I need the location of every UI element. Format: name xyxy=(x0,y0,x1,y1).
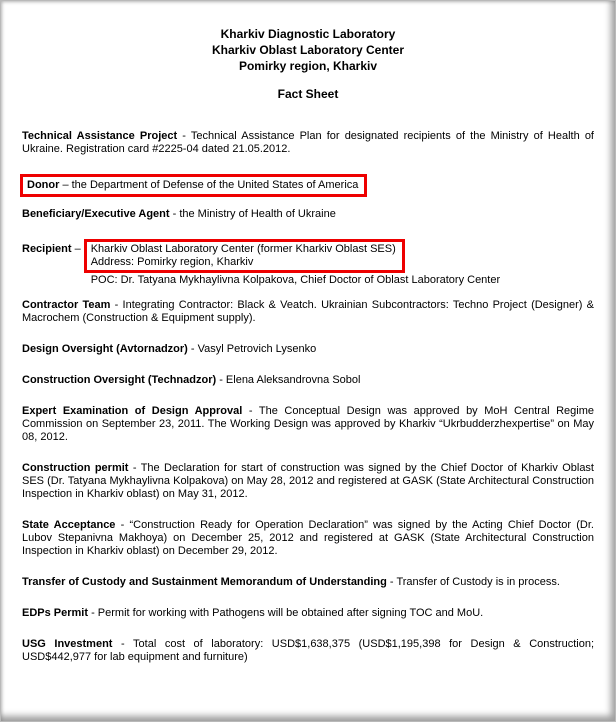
donor-highlight-box xyxy=(20,174,367,197)
section-text: - the Ministry of Health of Ukraine xyxy=(169,208,336,220)
section-contractor-team xyxy=(22,299,594,325)
title-line-2: Kharkiv Oblast Laboratory Center xyxy=(211,43,405,57)
section-construction-permit xyxy=(22,462,594,501)
section-label: Construction permit xyxy=(22,462,129,474)
section-technical-assistance-project xyxy=(22,130,594,156)
section-beneficiary-executive-agent xyxy=(22,208,594,221)
recipient-name-line: Kharkiv Oblast Laboratory Center (former Kharkiv Oblast SES) xyxy=(90,243,396,255)
recipient-details xyxy=(84,239,500,287)
section-label: Recipient – xyxy=(22,243,81,255)
section-text: - “Construction Ready for Operation Declaration” was signed by the Acting Chief Doctor (Dr. Lubov Stepanivna Makhoya) on December 25, 2012 and registered at GASK (State Architectural Construction Inspection in Kharkiv oblast) on December 29, 2012. xyxy=(22,519,594,557)
document-title xyxy=(22,26,594,74)
section-text: - Integrating Contractor: Black & Veatch. Ukrainian Subcontractors: Techno Project (Designer) & Macrochem (Construction & Equipment supply). xyxy=(22,299,594,324)
section-design-oversight xyxy=(22,343,594,356)
section-construction-oversight xyxy=(22,374,594,387)
recipient-highlight-box xyxy=(84,239,405,273)
section-state-acceptance xyxy=(22,519,594,558)
section-text: - Elena Aleksandrovna Sobol xyxy=(216,374,361,386)
document-subtitle: Fact Sheet xyxy=(277,87,339,101)
section-label: Design Oversight (Avtornadzor) xyxy=(22,343,188,355)
section-text: – the Department of Defense of the United States of America xyxy=(59,179,359,191)
section-recipient xyxy=(22,239,594,287)
section-label: State Acceptance xyxy=(22,519,116,531)
section-text: - Transfer of Custody is in process. xyxy=(386,576,560,588)
recipient-address-line: Address: Pomirky region, Kharkiv xyxy=(90,256,254,268)
section-label: Donor xyxy=(27,179,60,191)
section-text: - Total cost of laboratory: USD$1,638,375 (USD$1,195,398 for Design & Construction; USD$442,977 for lab equipment and furniture) xyxy=(22,638,595,663)
section-text: - Technical Assistance Plan for designated recipients of the Ministry of Health of Ukraine. Registration card #2225-04 dated 21.05.2012. xyxy=(22,130,594,155)
section-usg-investment xyxy=(22,638,594,664)
section-text: - Vasyl Petrovich Lysenko xyxy=(187,343,317,355)
section-label: Beneficiary/Executive Agent xyxy=(22,208,170,220)
section-edps-permit xyxy=(22,607,594,620)
section-label: Technical Assistance Project xyxy=(22,130,178,142)
title-line-1: Kharkiv Diagnostic Laboratory xyxy=(220,27,396,41)
section-label: Contractor Team xyxy=(22,299,111,311)
section-label: EDPs Permit xyxy=(22,607,89,619)
section-text: - The Conceptual Design was approved by MoH Central Regime Commission on September 23, 2011. The Working Design was approved by Kharkiv “Ukrbudderzhexpertise” on May 08, 2012. xyxy=(22,405,595,443)
section-text: - Permit for working with Pathogens will be obtained after signing TOC and MoU. xyxy=(88,607,484,619)
section-expert-examination xyxy=(22,405,594,444)
section-donor xyxy=(22,174,594,197)
section-label: USG Investment xyxy=(22,638,113,650)
recipient-poc-line: POC: Dr. Tatyana Mykhaylivna Kolpakova, Chief Doctor of Oblast Laboratory Center xyxy=(90,274,501,286)
recipient-dash: – xyxy=(71,243,81,255)
section-label: Construction Oversight (Technadzor) xyxy=(22,374,217,386)
section-label: Expert Examination of Design Approval xyxy=(22,405,243,417)
section-transfer-of-custody xyxy=(22,576,594,589)
title-line-3: Pomirky region, Kharkiv xyxy=(238,59,378,73)
section-label: Transfer of Custody and Sustainment Memorandum of Understanding xyxy=(22,576,387,588)
section-text: - The Declaration for start of construction was signed by the Chief Doctor of Kharkiv Oblast SES (Dr. Tatyana Mykhaylivna Kolpakova) on May 28, 2012 and registered at GASK (State Architectural Construction Inspection in Kharkiv oblast) on May 31, 2012. xyxy=(22,462,594,500)
